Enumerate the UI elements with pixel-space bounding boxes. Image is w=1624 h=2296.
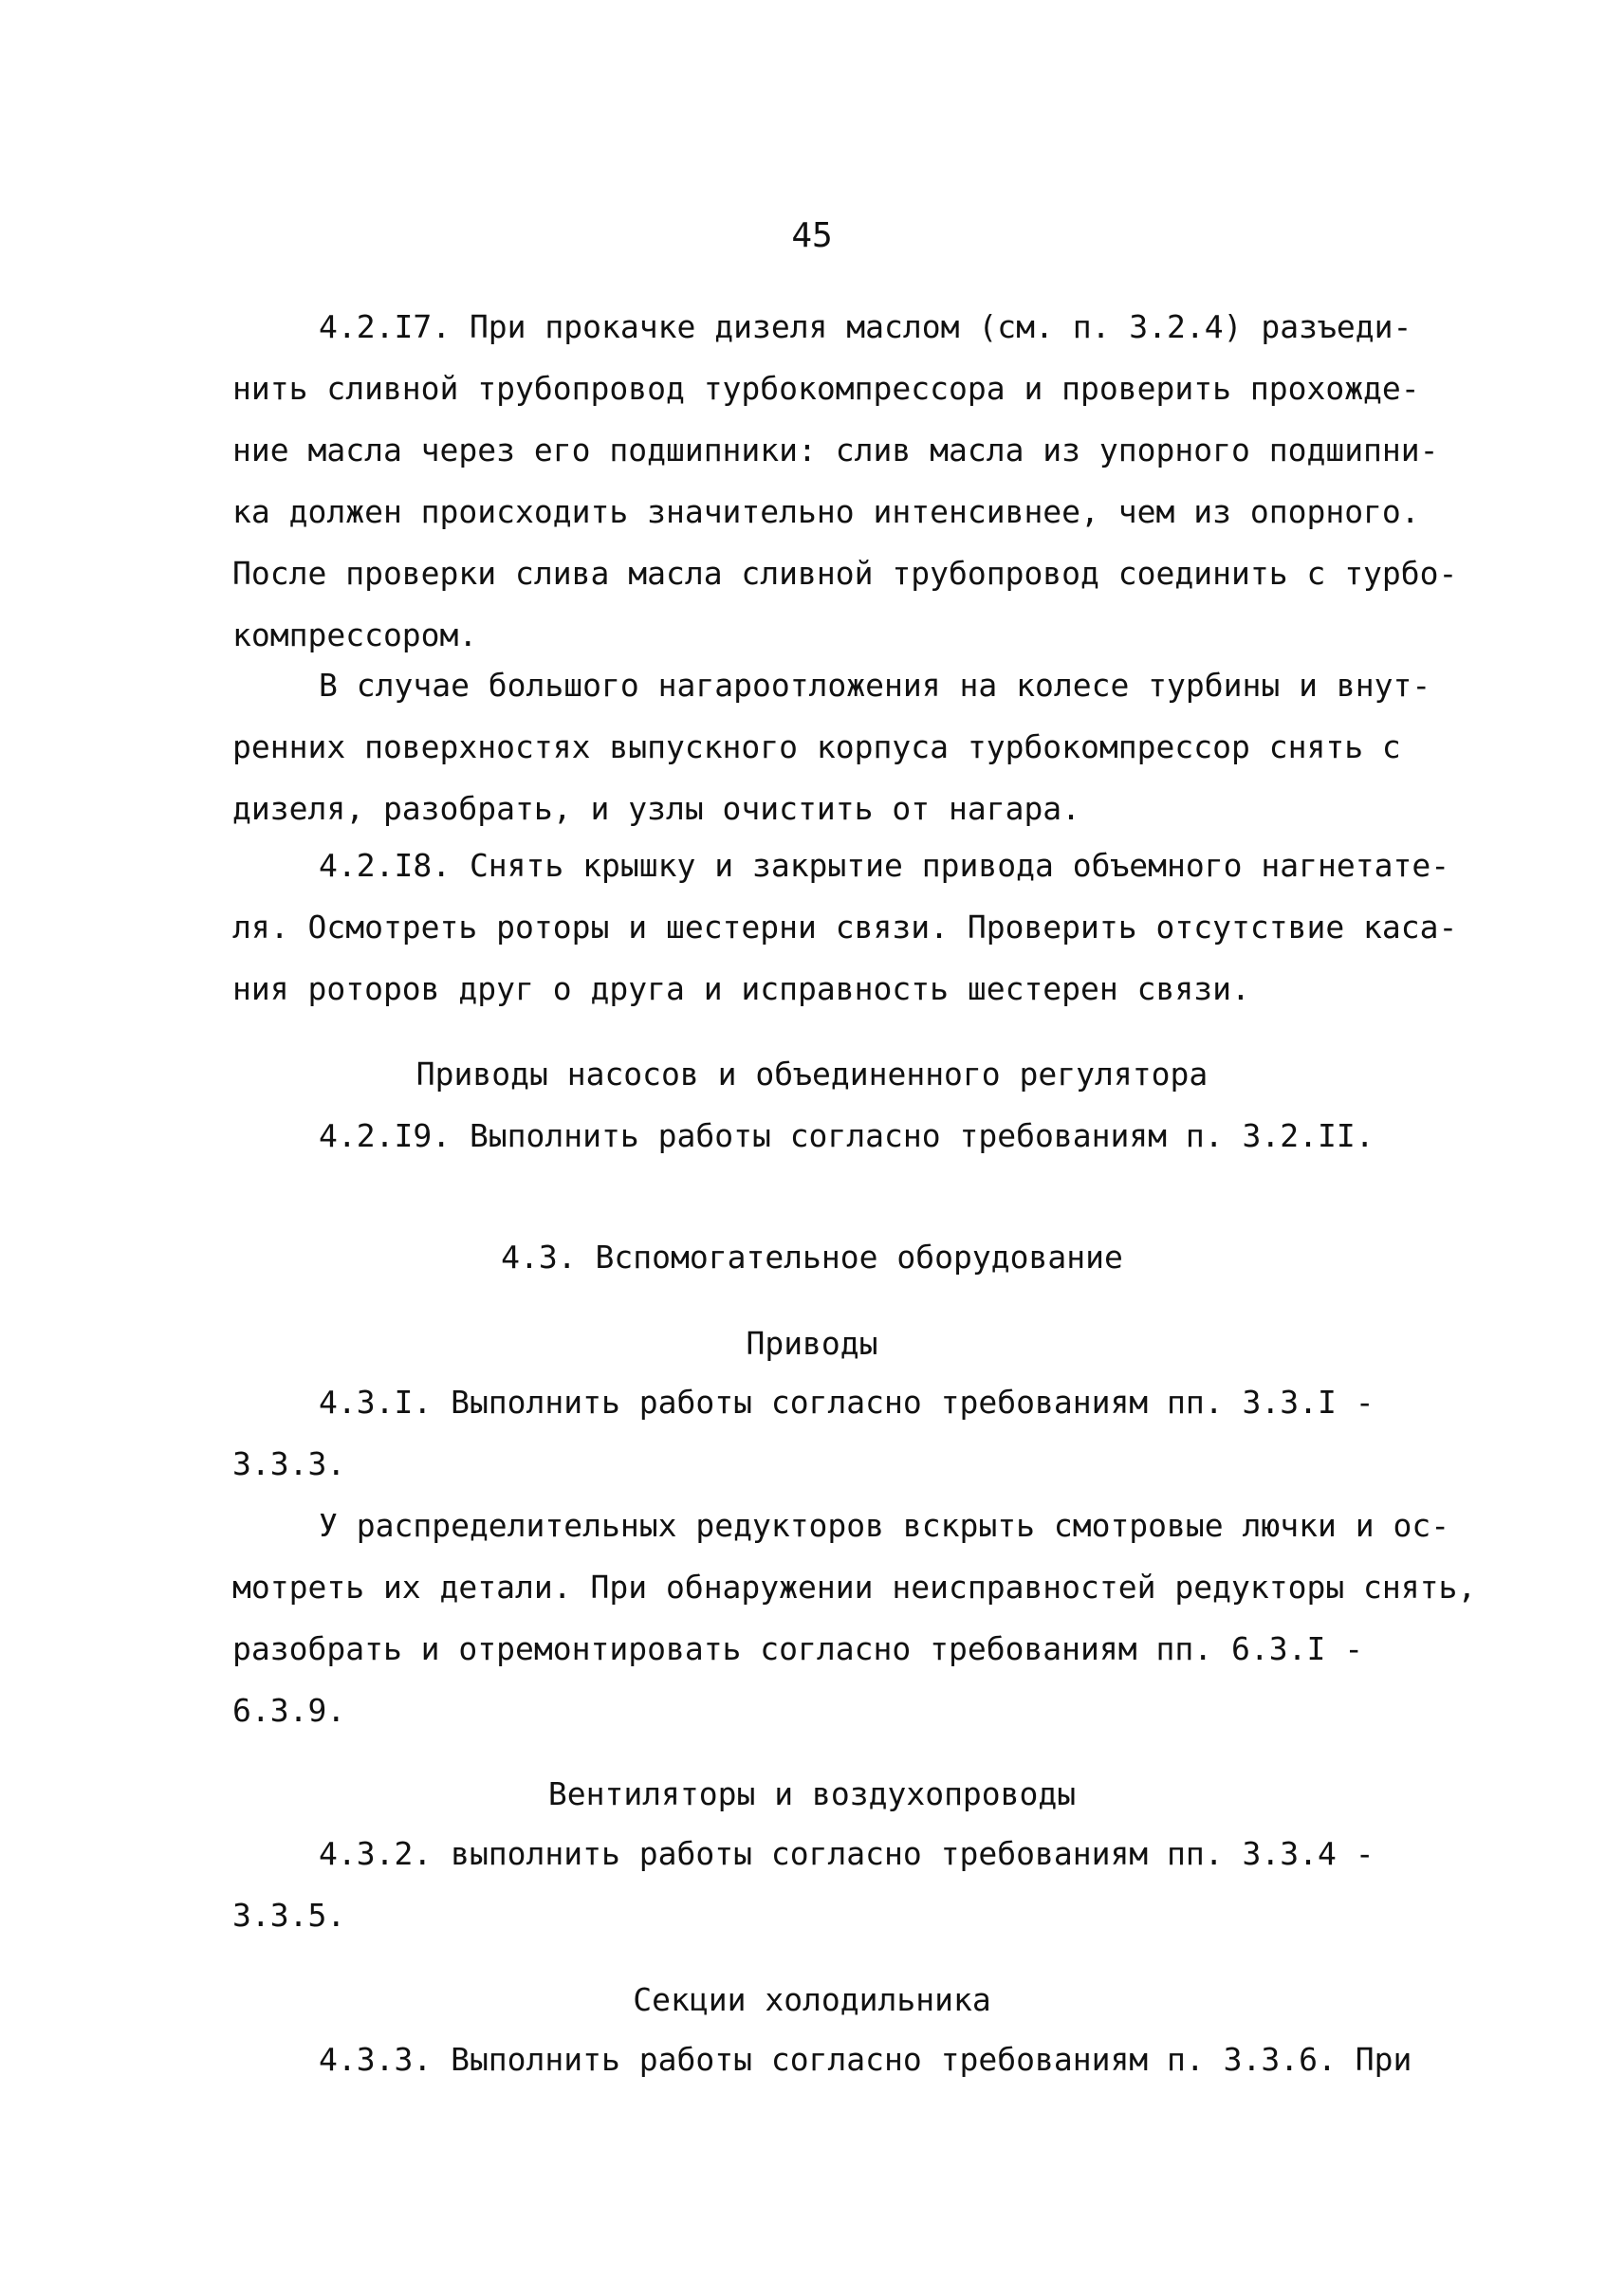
text-line: В случае большого нагароотложения на колесе турбины и внут- — [319, 667, 1431, 704]
text-line: мотреть их детали. При обнаружении неисправностей редукторы снять, — [232, 1569, 1477, 1606]
text-line: ния роторов друг о друга и исправность шестерен связи. — [232, 970, 1250, 1007]
text-line: 4.2.I7. При прокачке дизеля маслом (см. п. 3.2.4) разъеди- — [319, 308, 1412, 345]
text-line: компрессором. — [232, 616, 478, 653]
section-heading: 4.3. Вспомогательное оборудование — [501, 1239, 1123, 1276]
text-line: У распределительных редукторов вскрыть смотровые лючки и ос- — [319, 1507, 1450, 1544]
section-heading: Приводы насосов и объединенного регулятора — [415, 1056, 1209, 1093]
text-line: 6.3.9. — [232, 1692, 346, 1729]
text-line: ренних поверхностях выпускного корпуса турбокомпрессор снять с — [232, 728, 1401, 765]
text-line: 4.3.I. Выполнить работы согласно требованиям пп. 3.3.I - — [319, 1384, 1375, 1421]
text-line: дизеля, разобрать, и узлы очистить от нагара. — [232, 790, 1081, 827]
text-line: 4.2.I8. Снять крышку и закрытие привода объемного нагнетате- — [319, 847, 1450, 884]
text-line: ля. Осмотреть роторы и шестерни связи. Проверить отсутствие каса- — [232, 909, 1458, 946]
text-line: После проверки слива масла сливной трубопровод соединить с турбо- — [232, 555, 1458, 592]
text-line: ка должен происходить значительно интенсивнее, чем из опорного. — [232, 493, 1420, 530]
section-heading: Вентиляторы и воздухопроводы — [547, 1775, 1077, 1812]
page-number: 45 — [791, 216, 833, 255]
text-line: 4.3.3. Выполнить работы согласно требованиям п. 3.3.6. При — [319, 2041, 1412, 2078]
text-line: 4.3.2. выполнить работы согласно требованиям пп. 3.3.4 - — [319, 1835, 1375, 1872]
text-line: 4.2.I9. Выполнить работы согласно требованиям п. 3.2.II. — [319, 1117, 1375, 1154]
section-heading: Секции холодильника — [633, 1981, 991, 2018]
text-line: 3.3.3. — [232, 1445, 346, 1482]
text-line: нить сливной трубопровод турбокомпрессора и проверить прохожде- — [232, 370, 1420, 407]
text-line: ние масла через его подшипники: слив масла из упорного подшипни- — [232, 432, 1439, 468]
text-line: разобрать и отремонтировать согласно требованиям пп. 6.3.I - — [232, 1630, 1364, 1667]
text-line: 3.3.5. — [232, 1897, 346, 1934]
section-heading: Приводы — [746, 1325, 878, 1362]
